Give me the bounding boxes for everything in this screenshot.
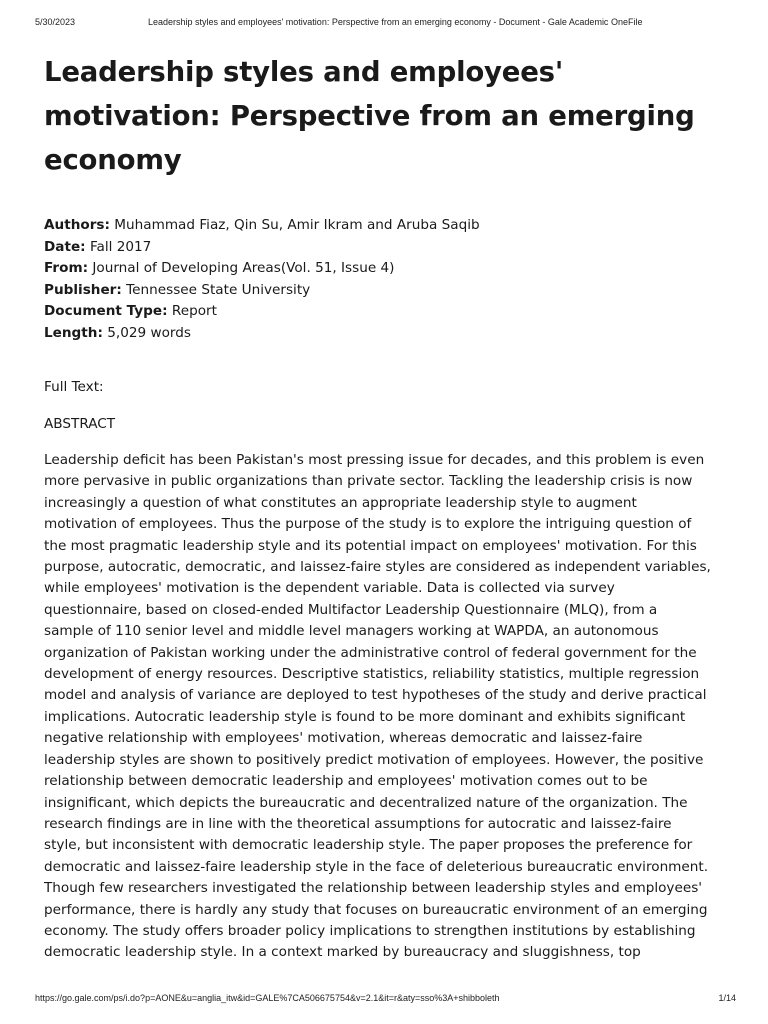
abstract-line: Leadership deficit has been Pakistan's most pressing issue for decades, and this problem is even <box>44 452 705 468</box>
abstract-heading: ABSTRACT <box>44 415 116 432</box>
abstract-line: more pervasive in public organizations than private sector. Tackling the leadership crisis is now <box>44 473 693 490</box>
metadata-document-type <box>44 301 734 323</box>
abstract-line: democratic and laissez-faire leadership style in the face of deleterious bureaucratic environment. <box>44 858 709 875</box>
abstract-line: research findings are in line with the theoretical assumptions for autocratic and laissez-faire <box>44 815 672 832</box>
abstract-line: leadership styles are shown to positively predict motivation of employees. However, the positive <box>44 751 704 768</box>
metadata-authors <box>44 215 734 237</box>
abstract-line: model and analysis of variance are deployed to test hypotheses of the study and derive practical <box>44 687 707 704</box>
abstract-line: implications. Autocratic leadership style is found to be more dominant and exhibits significant <box>44 708 686 725</box>
metadata-from <box>44 258 734 280</box>
metadata-value: 5,029 words <box>107 324 191 341</box>
metadata-key: From: <box>44 260 89 276</box>
metadata-key: Publisher: <box>44 281 122 298</box>
print-document-title: Leadership styles and employees' motivation: Perspective from an emerging economy - Document - Gale Academic OneFile <box>148 17 643 27</box>
abstract-line: increasingly a question of what constitutes an appropriate leadership style to augment <box>44 494 637 511</box>
metadata-key: Length: <box>44 324 103 341</box>
abstract-line: insignificant, which depicts the bureaucratic and decentralized nature of the organization. The <box>44 794 688 811</box>
abstract-line: motivation of employees. Thus the purpose of the study is to explore the intriguing question of <box>44 516 692 533</box>
abstract-line: democratic leadership style. In a context marked by bureaucracy and sluggishness, top <box>44 944 641 961</box>
metadata-key: Document Type: <box>44 303 168 319</box>
abstract-line: questionnaire, based on closed-ended Multifactor Leadership Questionnaire (MLQ), from a <box>44 601 658 618</box>
metadata-length <box>44 323 734 345</box>
print-date: 5/30/2023 <box>35 17 76 27</box>
metadata-key: Authors: <box>44 217 110 233</box>
abstract-line: style, but inconsistent with democratic leadership style. The paper proposes the preference for <box>44 837 693 854</box>
metadata-publisher <box>44 280 734 302</box>
article-title-line: economy <box>44 144 182 176</box>
abstract-line: purpose, autocratic, democratic, and laissez-faire styles are considered as independent variables, <box>44 559 711 576</box>
print-url: https://go.gale.com/ps/i.do?p=AONE&u=anglia_itw&id=GALE%7CA506675754&v=2.1&it=r&aty=sso%3A+shibboleth <box>35 993 500 1003</box>
metadata-value: Report <box>171 303 217 319</box>
abstract-line: economy. The study offers broader policy implications to strengthen institutions by establishing <box>44 922 696 939</box>
abstract-line: organization of Pakistan working under the administrative control of federal government for the <box>44 644 697 661</box>
article-title-line: Leadership styles and employees' <box>44 56 564 88</box>
abstract-line: relationship between democratic leadership and employees' motivation comes out to be <box>44 773 648 790</box>
metadata-date <box>44 237 734 259</box>
abstract-line: sample of 110 senior level and middle level managers working at WAPDA, an autonomous <box>44 623 659 640</box>
full-text-label: Full Text: <box>44 379 104 395</box>
metadata-value: Fall 2017 <box>89 238 152 255</box>
metadata-value: Muhammad Fiaz, Qin Su, Amir Ikram and Aruba Saqib <box>114 217 480 233</box>
article-title <box>44 50 734 182</box>
article-content <box>44 50 734 964</box>
page-number: 1/14 <box>718 993 736 1003</box>
abstract-line: the most pragmatic leadership style and its potential impact on employees' motivation. For this <box>44 537 697 554</box>
metadata-value: Journal of Developing Areas(Vol. 51, Issue 4) <box>92 260 395 276</box>
abstract-line: performance, there is hardly any study that focuses on bureaucratic environment of an emerging <box>44 901 708 918</box>
article-title-line: motivation: Perspective from an emerging <box>44 100 695 132</box>
abstract-line: development of energy resources. Descriptive statistics, reliability statistics, multiple regression <box>44 666 700 683</box>
abstract-line: while employees' motivation is the dependent variable. Data is collected via survey <box>44 580 615 597</box>
abstract-line: negative relationship with employees' motivation, whereas democratic and laissez-faire <box>44 730 643 747</box>
abstract-body <box>44 450 734 964</box>
metadata-key: Date: <box>44 238 86 255</box>
article-metadata <box>44 215 734 344</box>
metadata-value: Tennessee State University <box>126 281 311 298</box>
abstract-line: Though few researchers investigated the relationship between leadership styles and employees' <box>44 880 703 897</box>
